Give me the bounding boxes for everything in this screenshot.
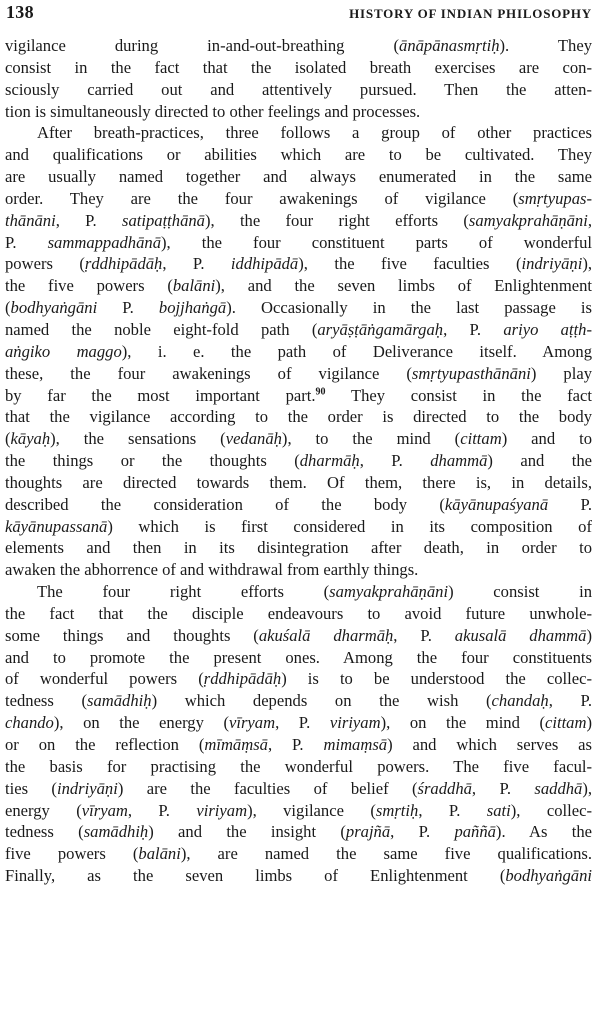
text-segment: and qualifications or abilities which are to be cultivated. They: [5, 145, 592, 165]
italic-term: mimaṃsā: [323, 735, 388, 754]
text-segment: , P.: [55, 210, 122, 230]
text-segment: ties (: [5, 778, 57, 798]
italic-term: mīmāṃsā: [204, 735, 268, 754]
text-line: [5, 800, 592, 822]
body-text: [5, 35, 592, 887]
text-segment: ) which depends on the wish (: [151, 691, 492, 711]
italic-term: balāni: [138, 844, 181, 864]
italic-term: dharmāḥ: [299, 451, 360, 471]
text-segment: ) consist in: [448, 582, 592, 602]
italic-term: smṛtyupas-: [518, 188, 592, 208]
text-segment: ), are named the same five qualifications.: [180, 844, 592, 864]
italic-term: balāni: [172, 276, 216, 296]
italic-term: satipaṭṭhānā: [122, 210, 205, 230]
text-segment: ) is to be understood the collec-: [281, 669, 592, 689]
text-segment: ), the four right efforts (: [204, 210, 469, 230]
text-segment: ,: [587, 210, 592, 230]
text-line: [5, 559, 592, 581]
text-segment: After breath-practices, three follows a group of other practices: [37, 123, 592, 143]
text-segment: , P.: [443, 319, 504, 339]
text-segment: The four right efforts (: [37, 582, 330, 602]
text-segment: ),: [582, 778, 592, 798]
italic-term: aryāṣṭāṅgamārgaḥ: [317, 319, 444, 339]
text-segment: order. They are the four awakenings of vigilance (: [5, 188, 519, 208]
text-segment: sciously carried out and attentively pursued. Then the atten-: [5, 79, 592, 99]
text-line: [5, 210, 592, 232]
text-segment: ), on the mind (: [380, 713, 545, 733]
italic-term: prajñā: [345, 822, 391, 842]
text-line: [5, 537, 592, 559]
text-segment: thoughts are directed towards them. Of them, there is, in details,: [5, 472, 592, 492]
text-line: [5, 232, 592, 254]
text-line: [5, 166, 592, 188]
text-line: [5, 472, 592, 494]
text-line: [5, 57, 592, 79]
text-line: [5, 865, 592, 887]
text-line: [5, 35, 592, 57]
text-line: [5, 253, 592, 275]
text-line: [5, 712, 592, 734]
italic-term: bodhyaṅgāni: [505, 866, 592, 886]
text-segment: ) and which serves as: [387, 735, 592, 754]
text-segment: They consist in the fact: [325, 385, 592, 405]
italic-term: saddhā: [534, 778, 583, 798]
italic-term: chandaḥ: [491, 691, 549, 711]
italic-term: sati: [486, 800, 511, 820]
text-segment: (: [5, 298, 11, 318]
text-segment: these, the four awakenings of vigilance (: [5, 363, 412, 383]
text-segment: the things or the thoughts (: [5, 451, 300, 471]
text-segment: five powers (: [5, 844, 139, 864]
italic-term: kāyānupaśyanā: [444, 494, 549, 514]
text-segment: , P.: [359, 451, 431, 471]
italic-term: akuśalā dharmāḥ: [258, 625, 394, 645]
text-segment: ) which is first considered in its composition of: [107, 516, 592, 536]
italic-term: viriyam: [329, 713, 381, 733]
italic-term: vīryam: [229, 713, 276, 733]
text-segment: ). As the: [495, 822, 592, 842]
text-line: [5, 734, 592, 756]
text-segment: ), the sensations (: [50, 429, 226, 449]
text-segment: ) play: [530, 363, 592, 383]
italic-term: ṛddhipādāḥ: [84, 254, 163, 274]
text-segment: , P.: [267, 735, 324, 754]
text-line: [5, 428, 592, 450]
italic-term: samyakprahāṇāni: [468, 210, 588, 230]
text-segment: , P.: [393, 625, 455, 645]
text-line: [5, 821, 592, 843]
text-segment: ), to the mind (: [281, 429, 461, 449]
text-segment: , P.: [162, 254, 231, 274]
text-line: [5, 341, 592, 363]
text-line: [5, 778, 592, 800]
italic-term: cittam: [544, 713, 587, 733]
text-segment: ) and to: [501, 429, 592, 449]
text-segment: awaken the abhorrence of and withdrawal from earthly things.: [5, 560, 419, 580]
italic-term: indriyāṇi: [521, 254, 583, 274]
text-segment: ): [586, 625, 592, 645]
italic-term: samyakprahāṇāni: [329, 582, 449, 602]
text-segment: tion is simultaneously directed to other feelings and processes.: [5, 101, 421, 121]
text-segment: described the consideration of the body (: [5, 494, 445, 514]
text-segment: ),: [582, 254, 592, 274]
text-segment: , P.: [471, 778, 535, 798]
page-header: [5, 0, 592, 30]
text-segment: ) and the: [487, 451, 592, 471]
text-segment: , P.: [390, 822, 455, 842]
italic-term: iddhipādā: [230, 254, 299, 274]
text-segment: powers (: [5, 254, 85, 274]
text-line: [5, 319, 592, 341]
italic-term: paññā: [454, 822, 496, 842]
italic-term: smṛtyupasthānāni: [411, 363, 531, 383]
italic-term: samādhiḥ: [83, 822, 149, 842]
text-segment: some things and thoughts (: [5, 625, 259, 645]
text-line: [5, 756, 592, 778]
running-head: HISTORY OF INDIAN PHILOSOPHY: [349, 6, 592, 21]
text-segment: or on the reflection (: [5, 735, 205, 754]
text-segment: tedness (: [5, 691, 88, 711]
text-segment: named the noble eight-fold path (: [5, 319, 318, 339]
italic-term: akusalā dhammā: [454, 625, 587, 645]
text-segment: , P.: [418, 800, 487, 820]
text-line: [5, 297, 592, 319]
italic-term: samādhiḥ: [87, 691, 152, 711]
italic-term: ṛddhipādāḥ: [203, 669, 282, 689]
text-segment: of wonderful powers (: [5, 669, 204, 689]
italic-term: śraddhā: [417, 778, 472, 798]
italic-term: vedanāḥ: [225, 429, 282, 449]
text-line: [5, 363, 592, 385]
text-segment: by far the most important part.: [5, 385, 316, 405]
text-segment: ), the five faculties (: [298, 254, 522, 274]
text-segment: ) and the insight (: [148, 822, 346, 842]
text-line: [5, 385, 592, 407]
text-segment: ), vigilance (: [247, 800, 376, 820]
text-line: [5, 690, 592, 712]
italic-term: kāyānupassanā: [5, 516, 108, 536]
text-segment: that the vigilance according to the order is directed to the body: [5, 407, 592, 427]
italic-term: viriyam: [196, 800, 248, 820]
text-line: [5, 843, 592, 865]
italic-term: aṅgiko maggo: [5, 341, 122, 361]
text-segment: consist in the fact that the isolated breath exercises are con-: [5, 57, 592, 77]
text-segment: ): [586, 713, 592, 733]
text-segment: vigilance during in-and-out-breathing (: [5, 36, 400, 55]
text-segment: ). They: [499, 36, 592, 55]
italic-term: indriyāṇi: [56, 778, 118, 798]
text-segment: P.: [97, 298, 159, 318]
text-line: [5, 144, 592, 166]
text-segment: ), collec-: [510, 800, 592, 820]
text-segment: tedness (: [5, 822, 84, 842]
text-segment: the five powers (: [5, 276, 173, 296]
italic-term: vīryam: [81, 800, 128, 820]
text-segment: , P.: [127, 800, 197, 820]
text-segment: P.: [5, 232, 48, 252]
text-segment: (: [5, 429, 11, 449]
text-line: [5, 275, 592, 297]
italic-term: dhammā: [430, 451, 488, 471]
text-segment: ). Occasionally in the last passage is: [226, 298, 592, 318]
text-segment: and to promote the present ones. Among the four constituents: [5, 647, 592, 667]
italic-term: bojjhaṅgā: [158, 298, 227, 318]
text-line: [5, 516, 592, 538]
italic-term: chando: [5, 713, 54, 733]
italic-term: kāyaḥ: [10, 429, 51, 449]
text-segment: ), on the energy (: [53, 713, 229, 733]
text-line: [5, 450, 592, 472]
text-line: [5, 101, 592, 123]
footnote-reference: 90: [315, 385, 326, 397]
text-segment: elements and then in its disintegration after death, in order to: [5, 538, 592, 558]
italic-term: smṛtiḥ: [375, 800, 419, 820]
text-segment: the fact that the disciple endeavours to avoid future unwhole-: [5, 603, 592, 623]
text-segment: Finally, as the seven limbs of Enlightenment (: [5, 866, 506, 886]
text-line: [5, 188, 592, 210]
italic-term: cittam: [460, 429, 502, 449]
italic-term: bodhyaṅgāni: [10, 298, 98, 318]
page-number: 138: [6, 2, 34, 22]
text-line: [5, 668, 592, 690]
text-line: [5, 625, 592, 647]
text-line: [5, 494, 592, 516]
text-segment: are usually named together and always enumerated in the same: [5, 167, 592, 187]
text-segment: ), and the seven limbs of Enlightenment: [215, 276, 592, 296]
text-segment: energy (: [5, 800, 82, 820]
text-segment: , P.: [548, 691, 592, 711]
text-segment: , P.: [275, 713, 330, 733]
text-line: [5, 406, 592, 428]
text-segment: ) are the faculties of belief (: [117, 778, 418, 798]
text-segment: P.: [548, 494, 592, 514]
text-line: [5, 122, 592, 144]
text-line: [5, 79, 592, 101]
text-segment: ), the four constituent parts of wonderful: [161, 232, 592, 252]
text-line: [5, 647, 592, 669]
italic-term: ariyo aṭṭh-: [503, 319, 592, 339]
text-line: [5, 581, 592, 603]
text-line: [5, 603, 592, 625]
text-segment: ), i. e. the path of Deliverance itself. Among: [121, 341, 592, 361]
italic-term: sammappadhānā: [47, 232, 161, 252]
text-segment: the basis for practising the wonderful powers. The five facul-: [5, 756, 592, 776]
italic-term: ānāpānasmṛtiḥ: [399, 36, 500, 55]
italic-term: thānāni: [5, 210, 56, 230]
